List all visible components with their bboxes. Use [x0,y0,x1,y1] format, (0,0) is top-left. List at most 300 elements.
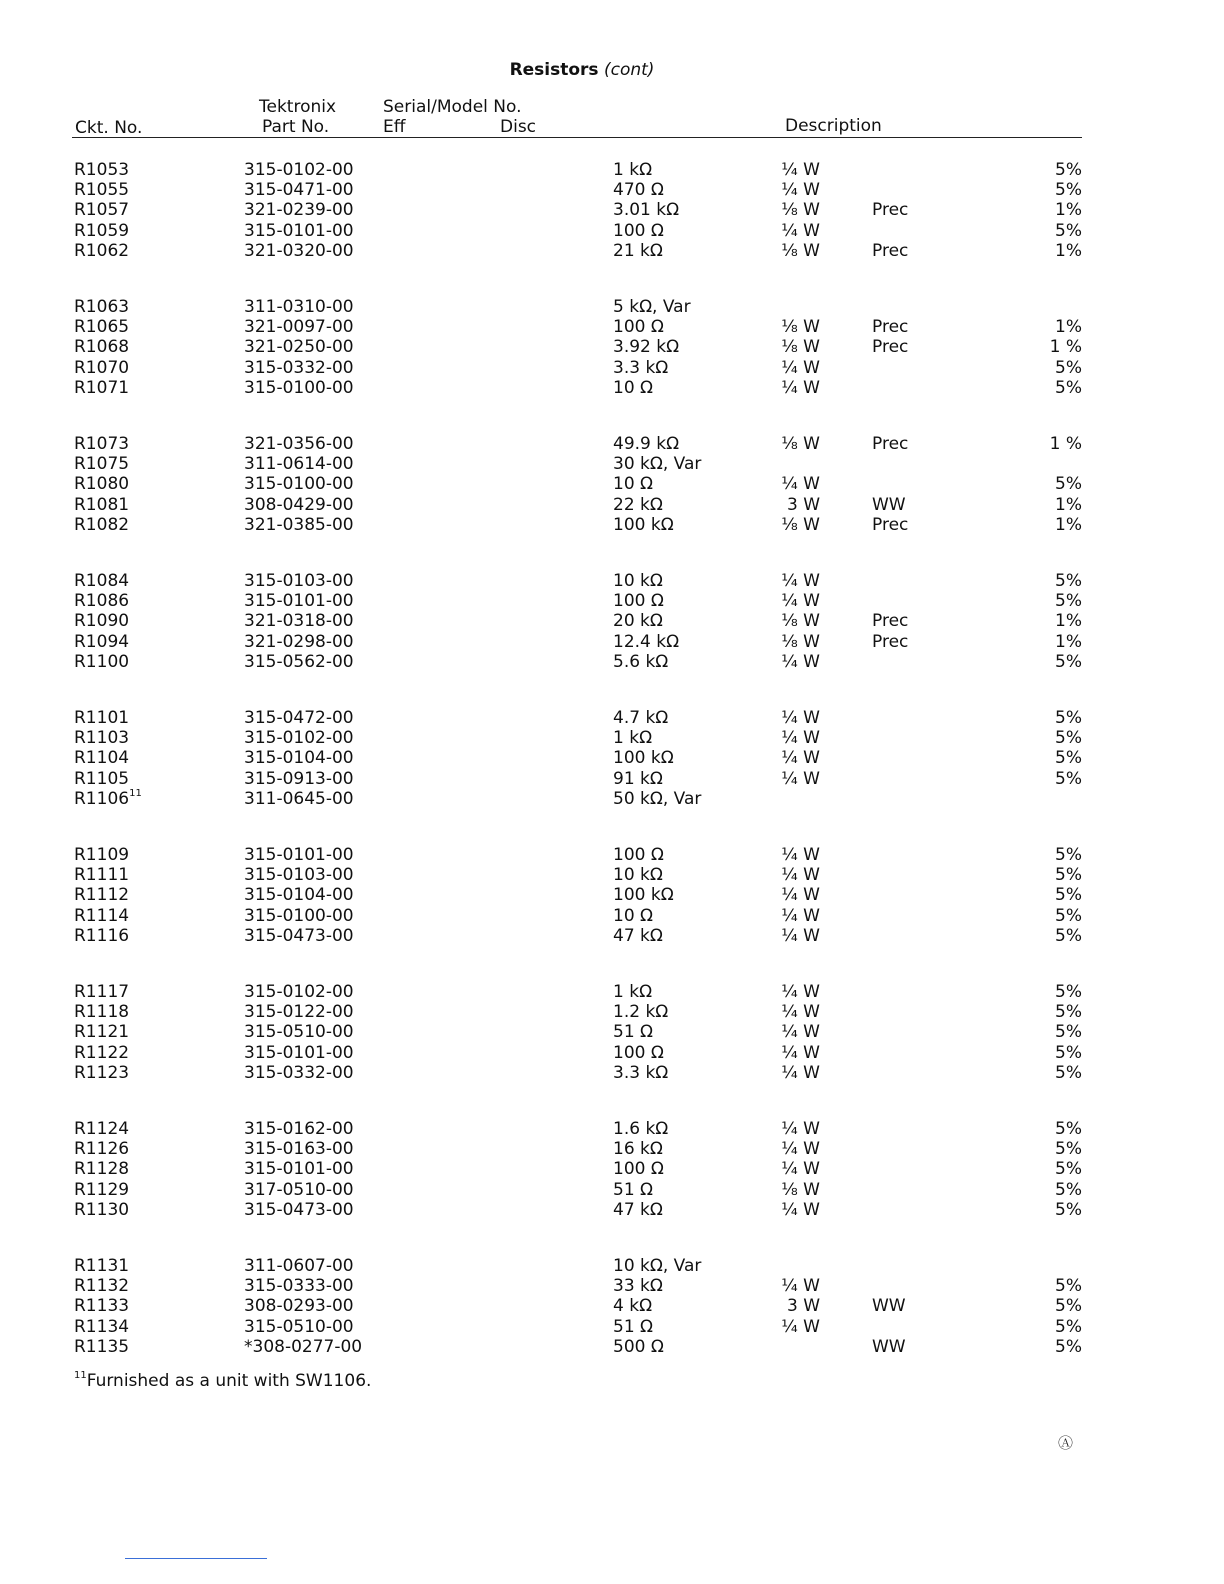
tolerance-cell-text: 5% [1055,1062,1082,1083]
ckt-no-cell-text: R1132 [74,1276,130,1297]
value-cell [613,748,674,768]
part-no-cell-text: 315-0122-00 [244,1002,354,1023]
value-cell-text: 3.3 kΩ [613,357,669,378]
ckt-no-cell-text: R1117 [74,982,130,1002]
table-row [0,515,1224,535]
ckt-no-cell-text: R1081 [74,494,130,515]
table-row [0,982,1224,1002]
part-no-cell [244,845,354,865]
table-row [0,200,1224,220]
value-cell-text: 21 kΩ [613,240,663,261]
tolerance-cell [1020,434,1082,454]
tolerance-cell [1020,1063,1082,1083]
table-row [0,652,1224,672]
tolerance-cell [1020,769,1082,789]
wattage-cell [776,1180,820,1200]
type-cell-text: WW [872,494,906,515]
table-row [0,906,1224,926]
ckt-no-cell [74,474,129,494]
header-disc: Disc [500,117,537,137]
wattage-cell [776,200,820,220]
row-group [0,434,1224,571]
ckt-no-cell-text: R1053 [74,160,130,180]
tolerance-cell [1020,1317,1082,1337]
ckt-no-cell-text: R1059 [74,220,130,241]
value-cell-text: 22 kΩ [613,494,663,515]
value-cell [613,865,663,885]
value-cell-text: 1.6 kΩ [613,1119,669,1139]
value-cell [613,906,653,926]
part-no-cell [244,434,354,454]
part-no-cell [244,748,354,768]
value-cell [613,728,652,748]
ckt-no-cell-text: R1133 [74,1296,130,1317]
wattage-cell [776,748,820,768]
tolerance-cell-text: 1% [1055,514,1082,535]
ckt-no-cell-text: R1086 [74,591,130,612]
part-no-cell [244,926,354,946]
tolerance-cell [1020,1119,1082,1139]
wattage-cell [776,434,820,454]
table-row [0,1337,1224,1357]
part-no-cell-text: 315-0510-00 [244,1316,354,1337]
ckt-no-cell [74,728,129,748]
value-cell [613,1317,653,1337]
ckt-no-cell-text: R1118 [74,1002,130,1023]
wattage-cell-text: ¼ W [781,357,820,378]
ckt-no-cell [74,1159,129,1179]
type-cell-text: Prec [872,317,909,338]
type-cell-text: Prec [872,337,909,358]
table-row [0,728,1224,748]
value-cell [613,1043,664,1063]
part-no-cell [244,495,354,515]
type-cell [872,611,908,631]
value-cell-text: 1 kΩ [613,982,653,1002]
type-cell-text: WW [872,1296,906,1317]
part-no-cell-text: 315-0101-00 [244,845,354,865]
header-eff: Eff [383,117,406,137]
ckt-no-cell [74,1180,129,1200]
tolerance-cell [1020,1139,1082,1159]
table-row [0,180,1224,200]
ckt-no-cell-text: R1100 [74,651,130,672]
ckt-no-cell-text: R1106 [74,788,130,809]
value-cell-text: 100 Ω [613,220,664,241]
ckt-no-cell [74,297,129,317]
ckt-no-cell [74,200,129,220]
tolerance-cell [1020,571,1082,591]
ckt-no-cell [74,1139,129,1159]
footnote-mark: 11 [74,1370,87,1381]
ckt-no-cell [74,358,129,378]
ckt-no-cell [74,708,129,728]
value-cell [613,378,653,398]
ckt-no-cell-text: R1063 [74,297,130,317]
value-cell [613,1139,663,1159]
table-row [0,591,1224,611]
value-cell [613,337,679,357]
tolerance-cell [1020,317,1082,337]
wattage-cell-text: ¼ W [781,160,820,180]
ckt-no-cell [74,789,142,809]
value-cell [613,1063,668,1083]
tolerance-cell-text: 5% [1055,1276,1082,1297]
value-cell-text: 3.92 kΩ [613,337,680,358]
part-no-cell-text: 315-0332-00 [244,1062,354,1083]
tolerance-cell-text: 5% [1055,1296,1082,1317]
tolerance-cell-text: 5% [1055,220,1082,241]
part-no-cell-text: 315-0333-00 [244,1276,354,1297]
wattage-cell [776,845,820,865]
ckt-no-cell [74,1063,129,1083]
ckt-no-cell-text: R1114 [74,905,130,926]
table-row [0,1119,1224,1139]
revision-mark: Ⓐ [1058,1434,1074,1452]
wattage-cell [776,708,820,728]
tolerance-cell [1020,611,1082,631]
table-row [0,865,1224,885]
header-rule [72,137,1082,138]
table-row [0,1063,1224,1083]
wattage-cell [776,1276,820,1296]
ckt-no-cell [74,337,129,357]
part-no-cell [244,865,354,885]
wattage-cell-text: ¼ W [781,1042,820,1063]
part-no-cell-text: 315-0101-00 [244,1159,354,1180]
wattage-cell-text: ¼ W [781,651,820,672]
type-cell-text: Prec [872,611,909,632]
part-no-cell-text: 311-0645-00 [244,788,354,809]
part-no-cell-text: 315-0473-00 [244,1199,354,1220]
tolerance-cell [1020,906,1082,926]
ckt-no-cell [74,845,129,865]
header-part-no: Part No. [262,117,330,137]
part-no-cell-text: 315-0100-00 [244,377,354,398]
wattage-cell [776,1119,820,1139]
wattage-cell-text: ¼ W [781,1062,820,1083]
value-cell [613,495,663,515]
ckt-no-cell-text: R1130 [74,1199,130,1220]
tolerance-cell [1020,748,1082,768]
wattage-cell-text: ⅛ W [781,1179,820,1200]
table-row [0,241,1224,261]
tolerance-cell-text: 5% [1055,982,1082,1002]
ckt-no-cell [74,378,129,398]
part-no-cell [244,1337,362,1357]
value-cell [613,317,664,337]
wattage-cell [776,728,820,748]
tolerance-cell [1020,358,1082,378]
ckt-no-cell [74,221,129,241]
part-no-cell-text: 317-0510-00 [244,1179,354,1200]
tolerance-cell-text: 1% [1055,494,1082,515]
value-cell-text: 100 Ω [613,1159,664,1180]
ckt-no-cell-text: R1131 [74,1256,130,1276]
part-no-cell-text: 315-0102-00 [244,982,354,1002]
ckt-no-cell-text: R1080 [74,474,130,495]
ckt-no-cell [74,180,129,200]
table-row [0,845,1224,865]
part-no-cell-text: 315-0472-00 [244,708,354,728]
wattage-cell [776,241,820,261]
value-cell [613,1200,663,1220]
wattage-cell-text: ¼ W [781,845,820,865]
type-cell [872,1296,906,1316]
value-cell-text: 100 Ω [613,845,664,865]
wattage-cell [776,1043,820,1063]
part-no-cell-text: 321-0298-00 [244,631,354,652]
type-cell-text: Prec [872,434,909,454]
ckt-no-cell-text: R1101 [74,708,130,728]
ckt-no-cell [74,632,129,652]
part-no-cell-text: 315-0102-00 [244,160,354,180]
part-no-cell-text: 311-0614-00 [244,454,354,475]
part-no-cell [244,1276,354,1296]
tolerance-cell [1020,708,1082,728]
part-no-cell-text: 321-0239-00 [244,200,354,221]
tolerance-cell-text: 5% [1055,180,1082,201]
scan-artifact-line [125,1558,267,1559]
wattage-cell-text: 3 W [786,494,820,515]
table-row [0,1139,1224,1159]
type-cell-text: Prec [872,240,909,261]
tolerance-cell-text: 5% [1055,1022,1082,1043]
ckt-no-cell [74,769,129,789]
value-cell-text: 1 kΩ [613,160,653,180]
table-row [0,434,1224,454]
tolerance-cell-text: 5% [1055,768,1082,789]
wattage-cell-text: ¼ W [781,768,820,789]
value-cell [613,297,691,317]
table-row [0,885,1224,905]
wattage-cell-text: ¼ W [781,591,820,612]
part-no-cell-text: 315-0100-00 [244,474,354,495]
tolerance-cell-text: 1 % [1049,337,1082,358]
tolerance-cell-text: 5% [1055,885,1082,906]
tolerance-cell [1020,1002,1082,1022]
value-cell [613,180,664,200]
part-no-cell [244,180,354,200]
value-cell [613,1180,653,1200]
type-cell [872,200,908,220]
value-cell-text: 12.4 kΩ [613,631,680,652]
wattage-cell [776,982,820,1002]
part-no-cell [244,571,354,591]
tolerance-cell-text: 5% [1055,1042,1082,1063]
value-cell-text: 470 Ω [613,180,664,201]
wattage-cell-text: ¼ W [781,865,820,886]
part-no-cell-text: 315-0332-00 [244,357,354,378]
table-row [0,160,1224,180]
table-row [0,221,1224,241]
ckt-no-cell-text: R1104 [74,748,130,769]
part-no-cell [244,769,354,789]
tolerance-cell [1020,378,1082,398]
wattage-cell [776,885,820,905]
value-cell-text: 5 kΩ, Var [613,297,691,317]
ckt-no-cell [74,865,129,885]
part-no-cell-text: 315-0104-00 [244,748,354,769]
table-row [0,317,1224,337]
part-no-cell [244,906,354,926]
value-cell-text: 5.6 kΩ [613,651,669,672]
part-no-cell-text: 315-0510-00 [244,1022,354,1043]
value-cell-text: 100 Ω [613,591,664,612]
wattage-cell-text: ¼ W [781,885,820,906]
ckt-no-cell-text: R1094 [74,631,130,652]
wattage-cell-text: ¼ W [781,1199,820,1220]
table-row [0,297,1224,317]
ckt-no-cell-text: R1121 [74,1022,130,1043]
row-group [0,845,1224,982]
part-no-cell [244,160,354,180]
wattage-cell-text: ¼ W [781,474,820,495]
ckt-no-cell-text: R1126 [74,1139,130,1160]
wattage-cell-text: ¼ W [781,905,820,926]
type-cell-text: Prec [872,631,909,652]
value-cell [613,845,664,865]
wattage-cell [776,652,820,672]
value-cell [613,515,674,535]
value-cell [613,358,668,378]
value-cell [613,632,679,652]
tolerance-cell-text: 1% [1055,240,1082,261]
type-cell [872,495,906,515]
tolerance-cell [1020,1296,1082,1316]
ckt-no-cell-text: R1084 [74,571,130,591]
tolerance-cell-text: 5% [1055,1199,1082,1220]
tolerance-cell [1020,1276,1082,1296]
part-no-cell-text: 321-0318-00 [244,611,354,632]
type-cell [872,515,908,535]
table-row [0,926,1224,946]
wattage-cell-text: ¼ W [781,1276,820,1297]
ckt-no-cell [74,1276,129,1296]
ckt-no-cell [74,1119,129,1139]
tolerance-cell-text: 5% [1055,925,1082,946]
tolerance-cell [1020,1180,1082,1200]
part-no-cell-text: 315-0471-00 [244,180,354,201]
type-cell-text: WW [872,1336,906,1357]
wattage-cell [776,337,820,357]
value-cell [613,1337,664,1357]
ckt-no-cell-text: R1068 [74,337,130,358]
ckt-no-cell-text: R1073 [74,434,130,454]
value-cell-text: 10 Ω [613,377,654,398]
type-cell [872,241,908,261]
value-cell [613,885,674,905]
value-cell [613,1296,652,1316]
ckt-no-cell [74,515,129,535]
part-no-cell [244,358,354,378]
tolerance-cell-text: 5% [1055,1316,1082,1337]
tolerance-cell [1020,1022,1082,1042]
tolerance-cell-text: 5% [1055,651,1082,672]
table-row [0,1002,1224,1022]
header-description: Description [785,116,882,136]
part-no-cell-text: 311-0607-00 [244,1256,354,1276]
footnote [74,1371,371,1391]
tolerance-cell [1020,885,1082,905]
tolerance-cell [1020,865,1082,885]
ckt-no-cell-text: R1128 [74,1159,130,1180]
tolerance-cell-text: 1% [1055,631,1082,652]
tolerance-cell [1020,160,1082,180]
type-cell [872,1337,906,1357]
wattage-cell-text: ¼ W [781,748,820,769]
table-row [0,571,1224,591]
tolerance-cell-text: 1 % [1049,434,1082,454]
wattage-cell [776,1063,820,1083]
table-row [0,474,1224,494]
ckt-no-cell-text: R1116 [74,925,130,946]
wattage-cell-text: ⅛ W [781,611,820,632]
part-no-cell [244,1022,354,1042]
tolerance-cell-text: 5% [1055,728,1082,749]
tolerance-cell [1020,1043,1082,1063]
ckt-no-cell [74,1256,129,1276]
value-cell-text: 100 Ω [613,317,664,338]
ckt-no-cell [74,748,129,768]
value-cell-text: 4 kΩ [613,1296,653,1317]
value-cell [613,200,679,220]
part-no-cell [244,1296,354,1316]
part-no-cell [244,378,354,398]
part-no-cell-text: 321-0356-00 [244,434,354,454]
value-cell-text: 10 kΩ [613,571,663,591]
part-no-cell [244,1063,354,1083]
footnote-ref: 11 [129,787,142,799]
wattage-cell-text: ⅛ W [781,514,820,535]
wattage-cell-text: ⅛ W [781,317,820,338]
wattage-cell-text: ⅛ W [781,434,820,454]
value-cell [613,652,668,672]
table-row [0,1043,1224,1063]
value-cell-text: 10 Ω [613,905,654,926]
wattage-cell-text: ⅛ W [781,337,820,358]
part-no-cell [244,454,354,474]
part-no-cell-text: 315-0103-00 [244,865,354,886]
value-cell-text: 10 kΩ [613,865,663,886]
part-no-cell [244,1139,354,1159]
type-cell [872,434,908,454]
value-cell [613,241,663,261]
wattage-cell [776,1159,820,1179]
table-row [0,1276,1224,1296]
value-cell [613,1002,668,1022]
wattage-cell [776,317,820,337]
part-no-cell-text: 315-0163-00 [244,1139,354,1160]
part-no-cell [244,652,354,672]
wattage-cell [776,769,820,789]
ckt-no-cell-text: R1123 [74,1062,130,1083]
part-no-cell-text: 315-0913-00 [244,768,354,789]
table-row [0,1256,1224,1276]
wattage-cell-text: ¼ W [781,1002,820,1023]
wattage-cell [776,632,820,652]
tolerance-cell [1020,515,1082,535]
tolerance-cell [1020,632,1082,652]
part-no-cell-text: 315-0162-00 [244,1119,354,1139]
ckt-no-cell [74,1002,129,1022]
tolerance-cell [1020,337,1082,357]
part-no-cell [244,1159,354,1179]
ckt-no-cell-text: R1103 [74,728,130,749]
table-row [0,789,1224,809]
part-no-cell-text: 308-0293-00 [244,1296,354,1317]
wattage-cell [776,1200,820,1220]
